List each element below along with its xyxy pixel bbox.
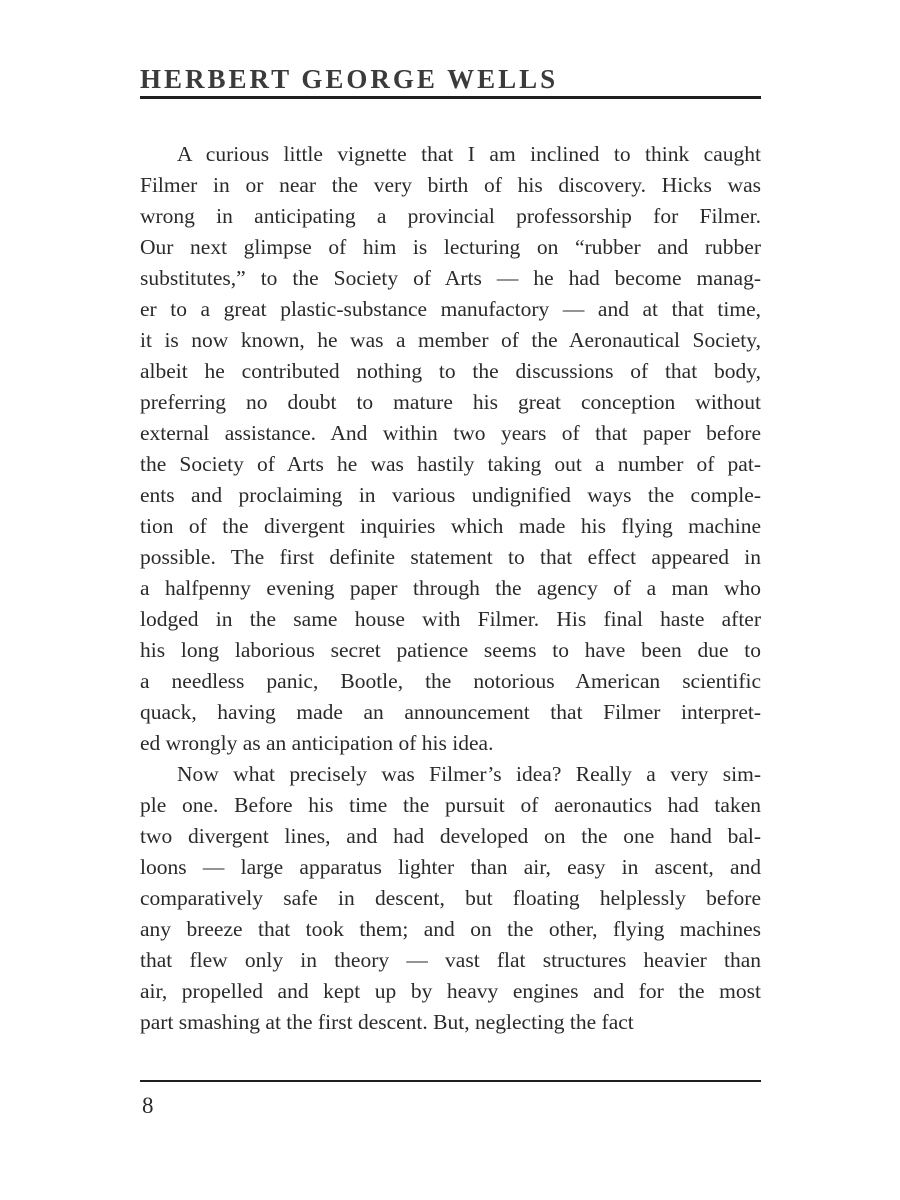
paragraph bbox=[140, 759, 761, 1038]
text-line: loons — large apparatus lighter than air, easy in ascent, and bbox=[140, 855, 761, 879]
text-line: the Society of Arts he was hastily taking out a number of pat- bbox=[140, 452, 761, 476]
paragraph bbox=[140, 139, 761, 759]
text-line: air, propelled and kept up by heavy engines and for the most bbox=[140, 979, 761, 1003]
text-line: a needless panic, Bootle, the notorious American scientific bbox=[140, 669, 761, 693]
text-line: his long laborious secret patience seems to have been due to bbox=[140, 638, 761, 662]
text-line: tion of the divergent inquiries which made his flying machine bbox=[140, 514, 761, 538]
text-line: any breeze that took them; and on the other, flying machines bbox=[140, 917, 761, 941]
text-line: ents and proclaiming in various undignified ways the comple- bbox=[140, 483, 761, 507]
text-line: possible. The first definite statement to that effect appeared in bbox=[140, 545, 761, 569]
text-line: substitutes,” to the Society of Arts — he had become manag- bbox=[140, 266, 761, 290]
text-line: that flew only in theory — vast flat structures heavier than bbox=[140, 948, 761, 972]
text-line: A curious little vignette that I am inclined to think caught bbox=[177, 142, 761, 166]
page-number: 8 bbox=[142, 1093, 154, 1118]
text-line: Our next glimpse of him is lecturing on “rubber and rubber bbox=[140, 235, 761, 259]
text-line: comparatively safe in descent, but floating helplessly before bbox=[140, 886, 761, 910]
text-line: Now what precisely was Filmer’s idea? Really a very sim- bbox=[177, 762, 761, 786]
text-line: external assistance. And within two years of that paper before bbox=[140, 421, 761, 445]
text-line: albeit he contributed nothing to the discussions of that body, bbox=[140, 359, 761, 383]
page-text bbox=[140, 139, 761, 1038]
text-line: it is now known, he was a member of the Aeronautical Society, bbox=[140, 328, 761, 352]
text-line: preferring no doubt to mature his great conception without bbox=[140, 390, 761, 414]
page-header-author: HERBERT GEORGE WELLS bbox=[140, 64, 559, 94]
text-line: ed wrongly as an anticipation of his idea. bbox=[140, 731, 494, 755]
text-line: er to a great plastic-substance manufactory — and at that time, bbox=[140, 297, 761, 321]
text-line: a halfpenny evening paper through the agency of a man who bbox=[140, 576, 761, 600]
text-line: part smashing at the first descent. But, neglecting the fact bbox=[140, 1010, 634, 1034]
text-line: two divergent lines, and had developed on the one hand bal- bbox=[140, 824, 761, 848]
footer-rule bbox=[140, 1080, 761, 1082]
text-line: lodged in the same house with Filmer. His final haste after bbox=[140, 607, 761, 631]
text-line: wrong in anticipating a provincial professorship for Filmer. bbox=[140, 204, 761, 228]
text-line: ple one. Before his time the pursuit of aeronautics had taken bbox=[140, 793, 761, 817]
header-rule bbox=[140, 96, 761, 99]
text-line: quack, having made an announcement that Filmer interpret- bbox=[140, 700, 761, 724]
text-line: Filmer in or near the very birth of his discovery. Hicks was bbox=[140, 173, 761, 197]
